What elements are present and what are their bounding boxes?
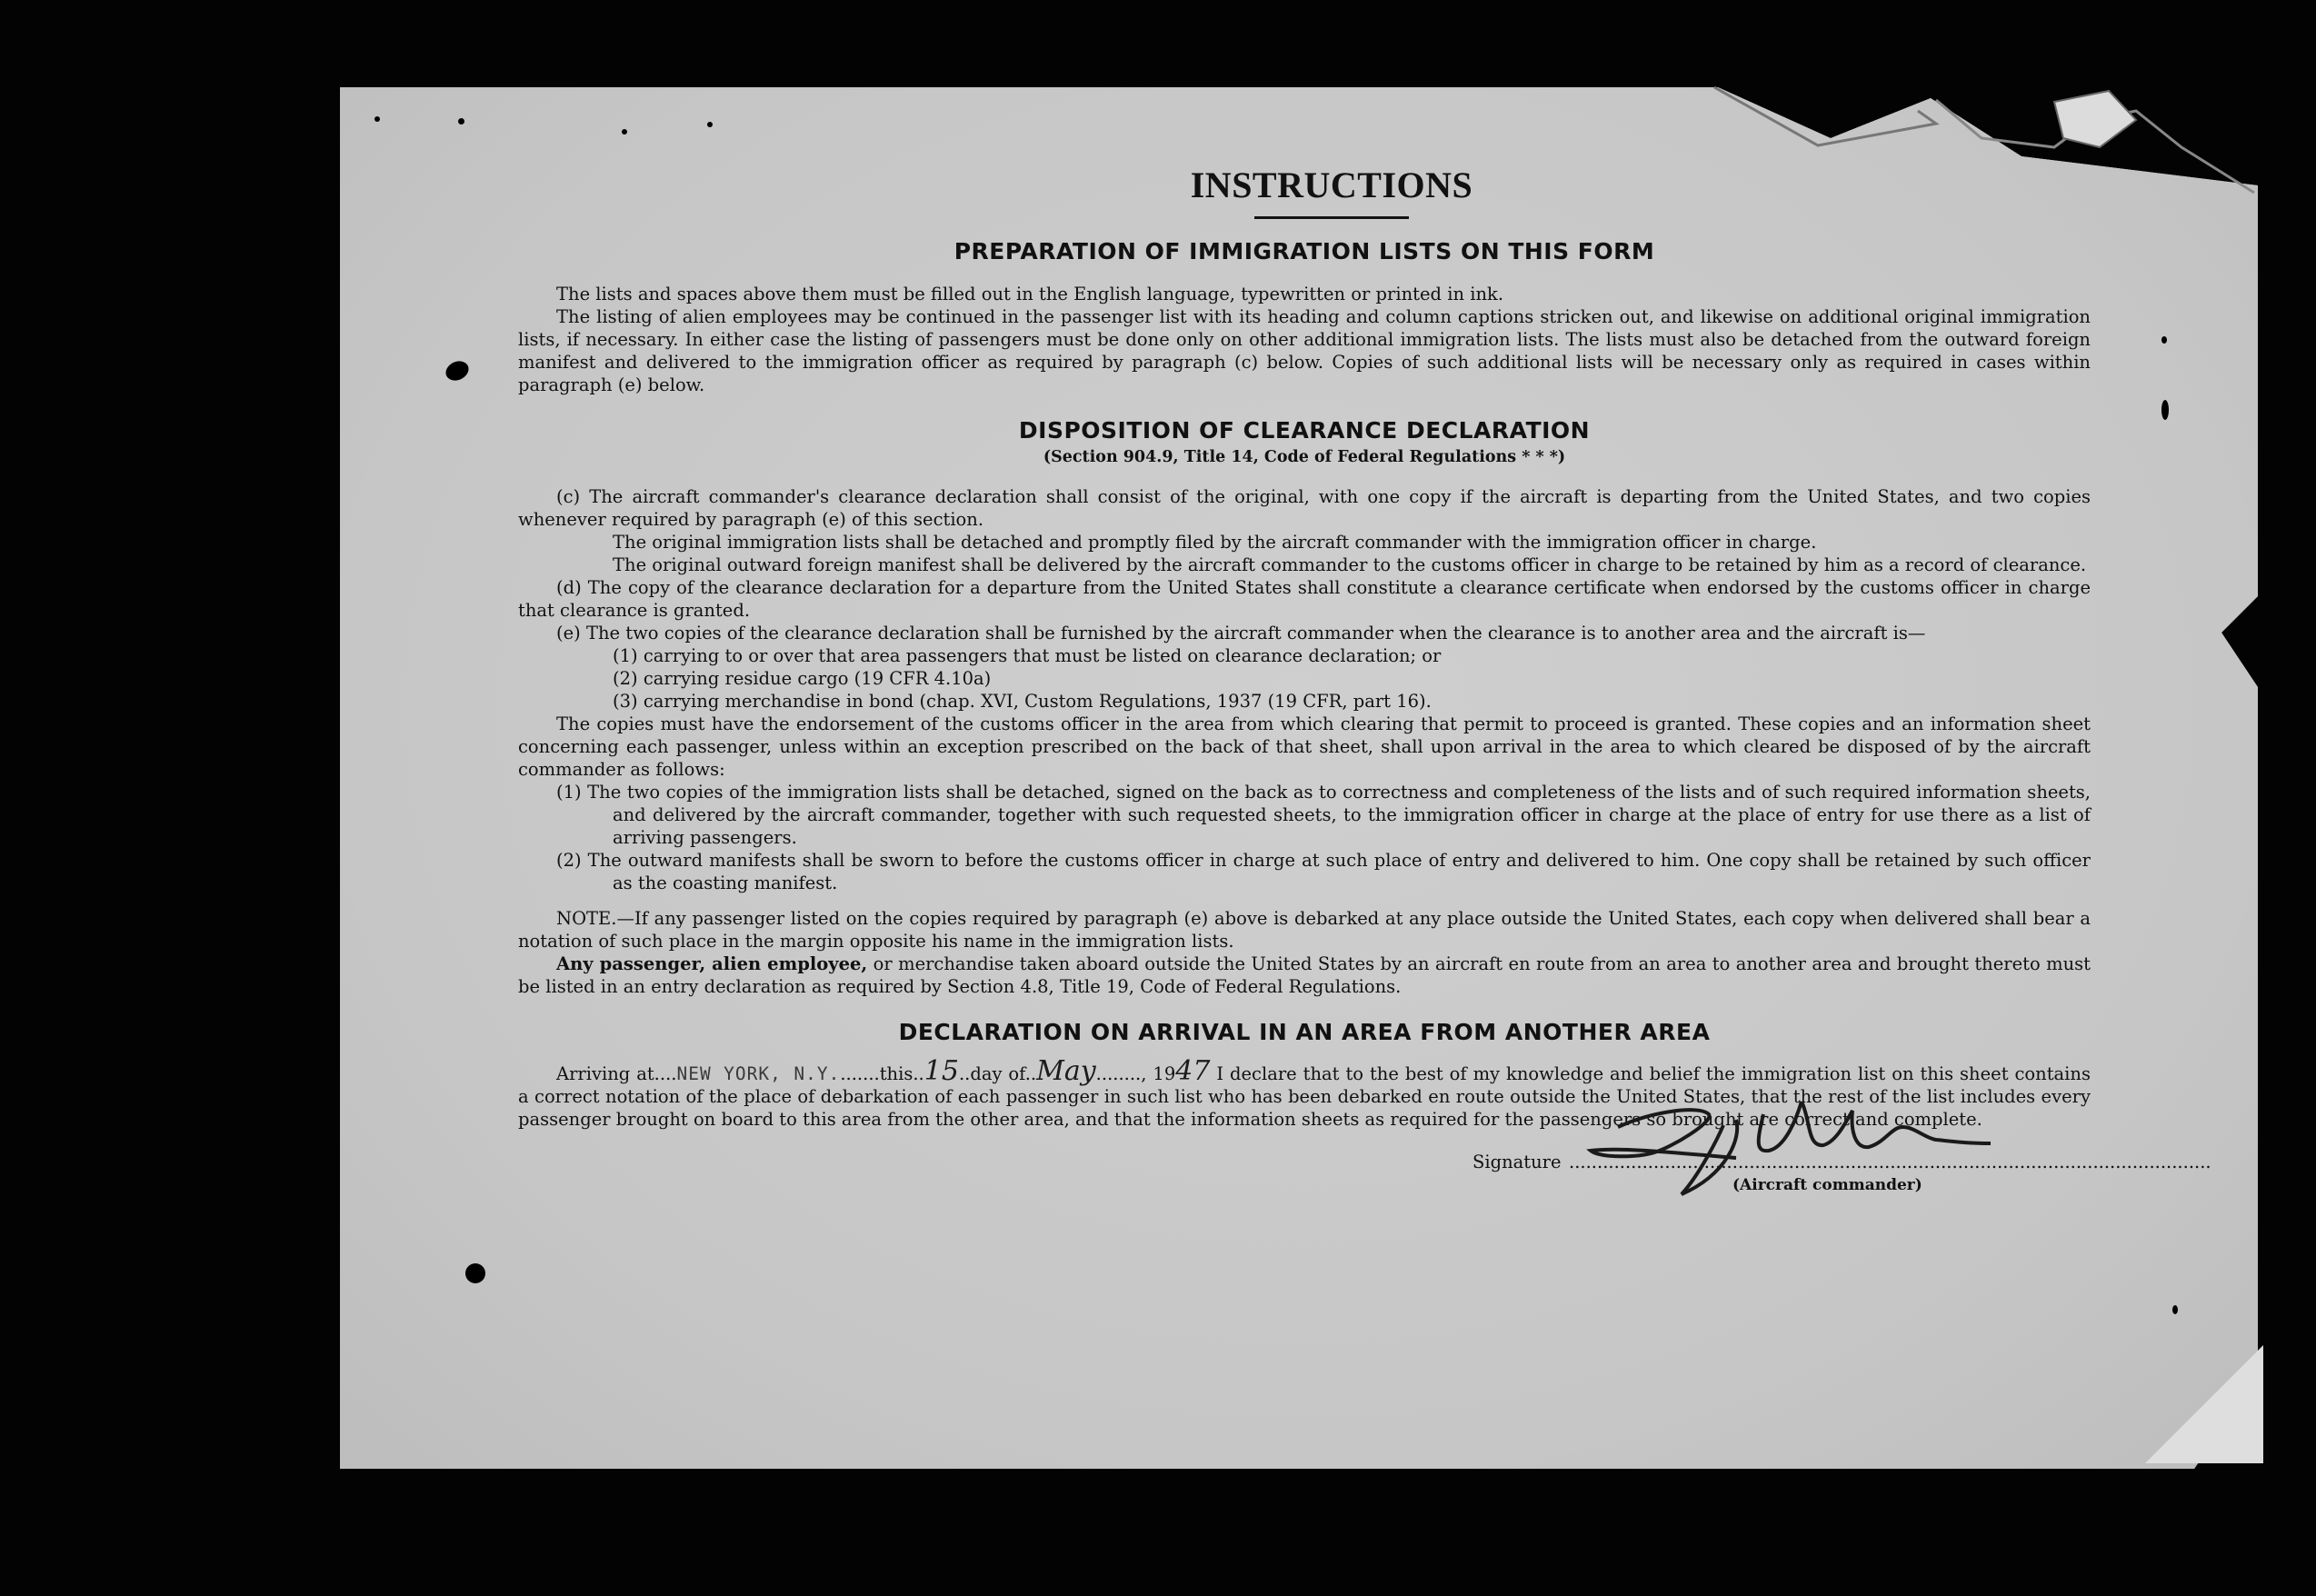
instructions-body xyxy=(518,164,2211,1194)
paragraph-e: (e) The two copies of the clearance declaration shall be furnished by the aircraft commander when the clearance is to another area and the aircraft is— xyxy=(556,623,1926,643)
paragraph-d: (d) The copy of the clearance declaration for a departure from the United States shall constitute a clearance certificate when endorsed by the customs officer in charge that clearance is granted. xyxy=(518,577,2091,621)
scan-speck xyxy=(374,116,380,122)
paragraph-e-item-3: (3) carrying merchandise in bond (chap. XVI, Custom Regulations, 1937 (19 CFR, part 16). xyxy=(613,691,1432,712)
scan-speck xyxy=(2161,400,2169,420)
signature-label: Signature xyxy=(1472,1152,1562,1172)
declaration-paragraph: Arriving at....NEW YORK, N.Y........this..15..day of..May........, 1947 I declare that to the best of my knowledge and belief the immigration list on this sheet contains a correct notation of the place of debarkation of each passenger in such list who has been debarked en route outside the United States, that the rest of the list includes every passenger brought on board to this area from the other area, and that the information sheets as required for the passengers so brought are correct and complete. xyxy=(518,1055,2091,1130)
paragraph-e-item-1: (1) carrying to or over that area passengers that must be listed on clearance declaration; or xyxy=(613,645,1442,666)
paragraph-note: NOTE.—If any passenger listed on the copies required by paragraph (e) above is debarked at any place outside the United States, each copy when delivered shall bear a notation of such place in the margin opposite his name in the immigration lists. xyxy=(518,908,2091,952)
signature-line: .................................................................................................................. xyxy=(1569,1152,2211,1172)
month-field: May xyxy=(1036,1055,1096,1087)
scan-speck xyxy=(465,1263,485,1283)
any-passenger-text: or merchandise taken aboard outside the United States by an aircraft en route from an area to another area and brought thereto must be listed in an entry declaration as required by Section 4.8, Title 19, Code of Federal Regulations. xyxy=(518,953,2091,997)
paragraph-any-passenger xyxy=(518,953,2091,998)
scan-speck xyxy=(2161,336,2167,344)
scan-speck xyxy=(2172,1305,2178,1314)
title-underline xyxy=(1254,216,1409,219)
paragraph-c: (c) The aircraft commander's clearance declaration shall consist of the original, with one copy if the aircraft is departing from the United States, and two copies whenever required by paragraph (e) of this section. xyxy=(518,486,2091,530)
declaration-text: I declare that to the best of my knowledge and belief the immigration list on this sheet contains a correct notation of the place of debarkation of each passenger in such list who has been debarked en route outside the United States, that the rest of the list includes every passenger brought on board to this area from the other area, and that the information sheets as required for the passengers so brought are correct and complete. xyxy=(518,1063,2091,1130)
this-label: this xyxy=(879,1063,913,1084)
arriving-place-field: NEW YORK, N.Y. xyxy=(676,1063,841,1084)
paragraph-disposal-item-2: (2) The outward manifests shall be sworn to before the customs officer in charge at such place of entry and delivered to him. One copy shall be retained by such officer as the coasting manifest. xyxy=(556,850,2091,893)
paragraph-e-item-2: (2) carrying residue cargo (19 CFR 4.10a) xyxy=(613,668,992,689)
year-prefix: 19 xyxy=(1153,1063,1176,1084)
section-subheading-regulation: (Section 904.9, Title 14, Code of Federal Regulations * * *) xyxy=(1043,448,1566,466)
day-field: 15 xyxy=(923,1055,959,1087)
section-heading-disposition: DISPOSITION OF CLEARANCE DECLARATION xyxy=(1018,417,1591,444)
scan-speck xyxy=(622,129,627,135)
paragraph-endorsement: The copies must have the endorsement of the customs officer in the area from which clearing that permit to proceed is granted. These copies and an information sheet concerning each passenger, unless within an exception prescribed on the back of that sheet, shall upon arrival in the area to which cleared be disposed of by the aircraft commander as follows: xyxy=(518,713,2091,780)
paragraph-language: The lists and spaces above them must be filled out in the English language, typewritten or printed in ink. xyxy=(556,284,1504,304)
scan-speck xyxy=(458,118,464,125)
scan-speck xyxy=(707,122,713,127)
section-heading-declaration: DECLARATION ON ARRIVAL IN AN AREA FROM ANOTHER AREA xyxy=(898,1019,1711,1045)
day-label: day of xyxy=(970,1063,1025,1084)
folded-corner-bottom-right xyxy=(2127,1345,2263,1472)
paragraph-c-immigration-lists: The original immigration lists shall be detached and promptly filed by the aircraft commander with the immigration officer in charge. xyxy=(613,532,1817,553)
any-passenger-bold: Any passenger, alien employee, xyxy=(556,953,868,974)
signature-caption: (Aircraft commander) xyxy=(1732,1176,1922,1194)
paragraph-disposal-item-1: (1) The two copies of the immigration lists shall be detached, signed on the back as to correctness and completeness of the lists and of such required information sheets, and delivered by the aircraft commander, together with such requested sheets, to the immigration officer in charge at the place of entry for use there as a list of arriving passengers. xyxy=(556,782,2091,848)
section-heading-preparation: PREPARATION OF IMMIGRATION LISTS ON THIS FORM xyxy=(953,238,1655,264)
arriving-label: Arriving at xyxy=(556,1063,654,1084)
paragraph-c-manifest: The original outward foreign manifest shall be delivered by the aircraft commander to the customs officer in charge to be retained by him as a record of clearance. xyxy=(613,554,2087,575)
paragraph-alien-employees: The listing of alien employees may be continued in the passenger list with its heading and column captions stricken out, and likewise on additional original immigration lists, if necessary. In either case the listing of passengers must be done only on other additional immigration lists. The lists must also be detached from the outward foreign manifest and delivered to the immigration officer as required by paragraph (c) below. Copies of such additional lists will be necessary only as required in cases within paragraph (e) below. xyxy=(518,306,2091,395)
year-field: 47 xyxy=(1175,1055,1211,1087)
signature-block xyxy=(518,1131,2211,1194)
page-title: INSTRUCTIONS xyxy=(1190,165,1473,205)
